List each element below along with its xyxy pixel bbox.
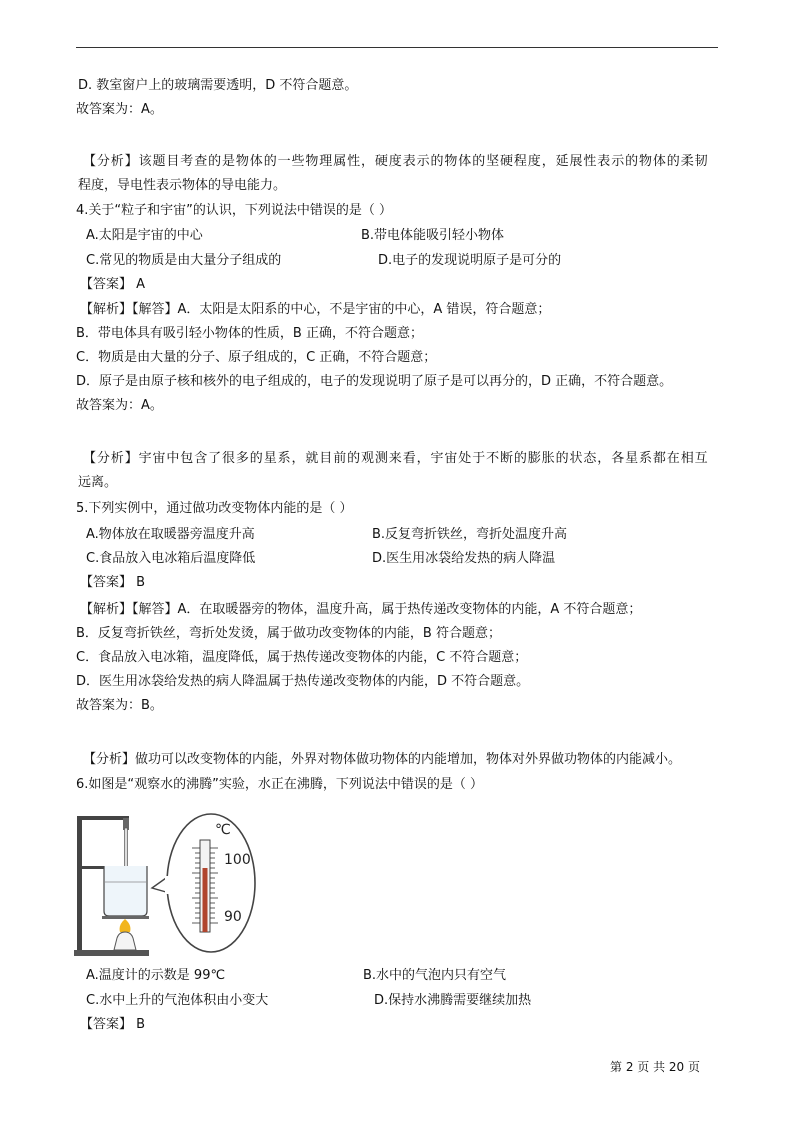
option-a: A.物体放在取暖器旁温度升高 [86, 527, 255, 542]
answer-line: 【答案】 B [80, 1017, 146, 1032]
question-title: 5.下列实例中，通过做功改变物体内能的是（ ） [76, 501, 353, 516]
option-b: B.反复弯折铁丝，弯折处温度升高 [372, 527, 568, 542]
text-line: 故答案为：B。 [76, 698, 163, 713]
page-number: 第 2 页 共 20 页 [610, 1060, 700, 1074]
explanation-line: C．食品放入电冰箱，温度降低，属于热传递改变物体的内能，C 不符合题意； [76, 650, 528, 665]
stand-rod [77, 816, 82, 954]
beaker [104, 866, 147, 916]
option-c: C.食品放入电冰箱后温度降低 [86, 551, 256, 566]
option-a: A.太阳是宇宙的中心 [86, 228, 203, 243]
text-line: 故答案为：A。 [76, 398, 163, 413]
stand-base [74, 950, 149, 956]
boiling-experiment-figure [74, 808, 264, 958]
stand-arm [77, 816, 129, 820]
option-d: D.保持水沸腾需要继续加热 [374, 993, 532, 1008]
explanation-line: 【解析】【解答】A．太阳是太阳系的中心，不是宇宙的中心，A 错误，符合题意； [80, 302, 551, 317]
callout-join [165, 876, 171, 894]
analysis-line: 【分析】宇宙中包含了很多的星系，就目前的观测来看，宇宙处于不断的膨胀的状态，各星系都在相互 [83, 451, 709, 466]
explanation-line: D．原子是由原子核和核外的电子组成的，电子的发现说明了原子是可以再分的，D 正确，不符合题意。 [76, 374, 673, 389]
answer-line: 【答案】 A [80, 277, 146, 292]
explanation-line: 【解析】【解答】A．在取暖器旁的物体，温度升高，属于热传递改变物体的内能，A 不符合题意； [80, 602, 642, 617]
text-line: 远离。 [78, 475, 118, 490]
text-line: 程度，导电性表示物体的导电能力。 [78, 178, 287, 193]
callout-pointer [152, 878, 166, 892]
question-title: 4.关于“粒子和宇宙”的认识，下列说法中错误的是（ ） [76, 203, 393, 218]
option-a: A.温度计的示数是 99℃ [86, 968, 226, 983]
analysis-line: 【分析】该题目考查的是物体的一些物理属性，硬度表示的物体的坚硬程度，延展性表示的物体的柔韧 [83, 154, 709, 169]
mercury-column [203, 868, 208, 932]
question-title: 6.如图是“观察水的沸腾”实验，水正在沸腾，下列说法中错误的是（ ） [76, 777, 484, 792]
option-b: B.带电体能吸引轻小物体 [361, 228, 505, 243]
option-b: B.水中的气泡内只有空气 [363, 968, 507, 983]
unit-label: ℃ [215, 822, 231, 838]
option-c: C.常见的物质是由大量分子组成的 [86, 253, 282, 268]
option-c: C.水中上升的气泡体积由小变大 [86, 993, 269, 1008]
explanation-line: B．带电体具有吸引轻小物体的性质，B 正确，不符合题意； [76, 326, 423, 341]
gauze [102, 916, 149, 919]
option-d: D.医生用冰袋给发热的病人降温 [372, 551, 556, 566]
explanation-line: D．医生用冰袋给发热的病人降温属于热传递改变物体的内能，D 不符合题意。 [76, 674, 530, 689]
option-d: D.电子的发现说明原子是可分的 [378, 253, 562, 268]
answer-line: 【答案】 B [80, 575, 146, 590]
flame [120, 919, 131, 932]
text-line: 故答案为：A。 [76, 102, 163, 117]
analysis-line: 【分析】做功可以改变物体的内能，外界对物体做功物体的内能增加，物体对外界做功物体的内能减小。 [83, 752, 682, 767]
tick-label-90: 90 [224, 909, 242, 925]
header-rule [76, 47, 718, 48]
tick-label-100: 100 [224, 852, 251, 868]
text-line: D. 教室窗户上的玻璃需要透明，D 不符合题意。 [78, 78, 358, 93]
explanation-line: C．物质是由大量的分子、原子组成的，C 正确，不符合题意； [76, 350, 437, 365]
explanation-line: B．反复弯折铁丝，弯折处发烫，属于做功改变物体的内能，B 符合题意； [76, 626, 501, 641]
alcohol-lamp [114, 932, 136, 950]
